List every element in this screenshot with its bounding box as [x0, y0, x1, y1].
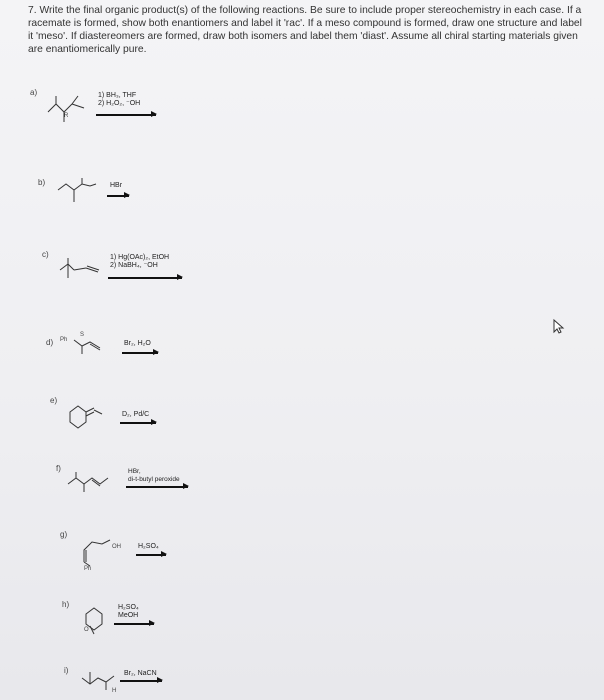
- question-number: 7.: [28, 5, 37, 16]
- reaction-b-arrow: [107, 195, 129, 197]
- reaction-e-reagents: D₂, Pd/C: [122, 411, 150, 418]
- reaction-b-label: b): [38, 178, 46, 187]
- reaction-f-label: f): [56, 464, 61, 473]
- reaction-d-reagents: Br₂, H₂O: [124, 340, 151, 347]
- reaction-h-atom-o: O: [84, 627, 89, 633]
- reaction-e-arrow: [120, 422, 156, 424]
- reaction-a-label: a): [30, 88, 38, 97]
- reaction-f-arrow: [126, 486, 188, 488]
- reaction-g-arrow: [136, 554, 166, 556]
- reaction-h-reagents: H₂SO₄ MeOH: [118, 604, 139, 619]
- reaction-i-label: i): [64, 666, 69, 675]
- reaction-a-structure: [44, 94, 104, 134]
- reaction-h-structure: [76, 604, 116, 640]
- reaction-a-atom-r: R: [64, 113, 69, 119]
- reaction-g-reagents: H₂SO₄: [138, 543, 159, 550]
- question-instructions: [28, 4, 596, 56]
- reaction-d-atom-s: S: [80, 332, 85, 338]
- reaction-c-label: c): [42, 250, 49, 259]
- reaction-i-atom-h: H: [112, 688, 117, 694]
- reaction-f-structure: [66, 472, 126, 502]
- reaction-c-reagents: 1) Hg(OAc)₂, EtOH 2) NaBH₄, ⁻OH: [110, 254, 170, 269]
- reaction-g-structure: [76, 534, 128, 570]
- reaction-g-label: g): [60, 530, 68, 539]
- question-text-line-3: it 'meso'. If diastereomers are formed, draw both isomers and label them 'diast'. Assume all chiral starting materials given: [28, 31, 578, 42]
- reaction-b-reagents: HBr: [110, 182, 123, 189]
- reaction-c-arrow: [108, 277, 182, 279]
- reaction-g-atom-oh: OH: [112, 544, 121, 550]
- reaction-f-reagents: HBr, di-t-butyl peroxide: [128, 468, 180, 483]
- reaction-a-arrow: [96, 114, 156, 116]
- reaction-b-structure: [56, 176, 106, 216]
- reaction-d-structure: [72, 334, 112, 364]
- reaction-g-atom-ph: Ph: [84, 566, 92, 572]
- reaction-e-label: e): [50, 396, 58, 405]
- reaction-i-arrow: [120, 680, 162, 682]
- reaction-d-atom-ph: Ph: [60, 337, 68, 343]
- reaction-h-label: h): [62, 600, 70, 609]
- reaction-d-label: d): [46, 338, 54, 347]
- reaction-i-reagents: Br₂, NaCN: [124, 670, 157, 677]
- pointer-cursor-icon: [550, 318, 566, 334]
- question-text-line-2: racemate is formed, show both enantiomers and label it 'rac'. If a meso compound is formed, draw one structure and label: [28, 18, 582, 29]
- reaction-h-arrow: [114, 623, 154, 625]
- reaction-e-structure: [62, 400, 110, 436]
- reaction-a-reagents: 1) BH₃, THF 2) H₂O₂, ⁻OH: [98, 92, 141, 107]
- reaction-d-arrow: [122, 352, 158, 354]
- reaction-i-structure: [80, 668, 124, 698]
- reaction-c-structure: [58, 256, 108, 292]
- question-text-line-4: are enantiomerically pure.: [28, 44, 147, 55]
- question-text-line-1: Write the final organic product(s) of the following reactions. Be sure to include proper stereochemistry in each case. If a: [39, 5, 582, 16]
